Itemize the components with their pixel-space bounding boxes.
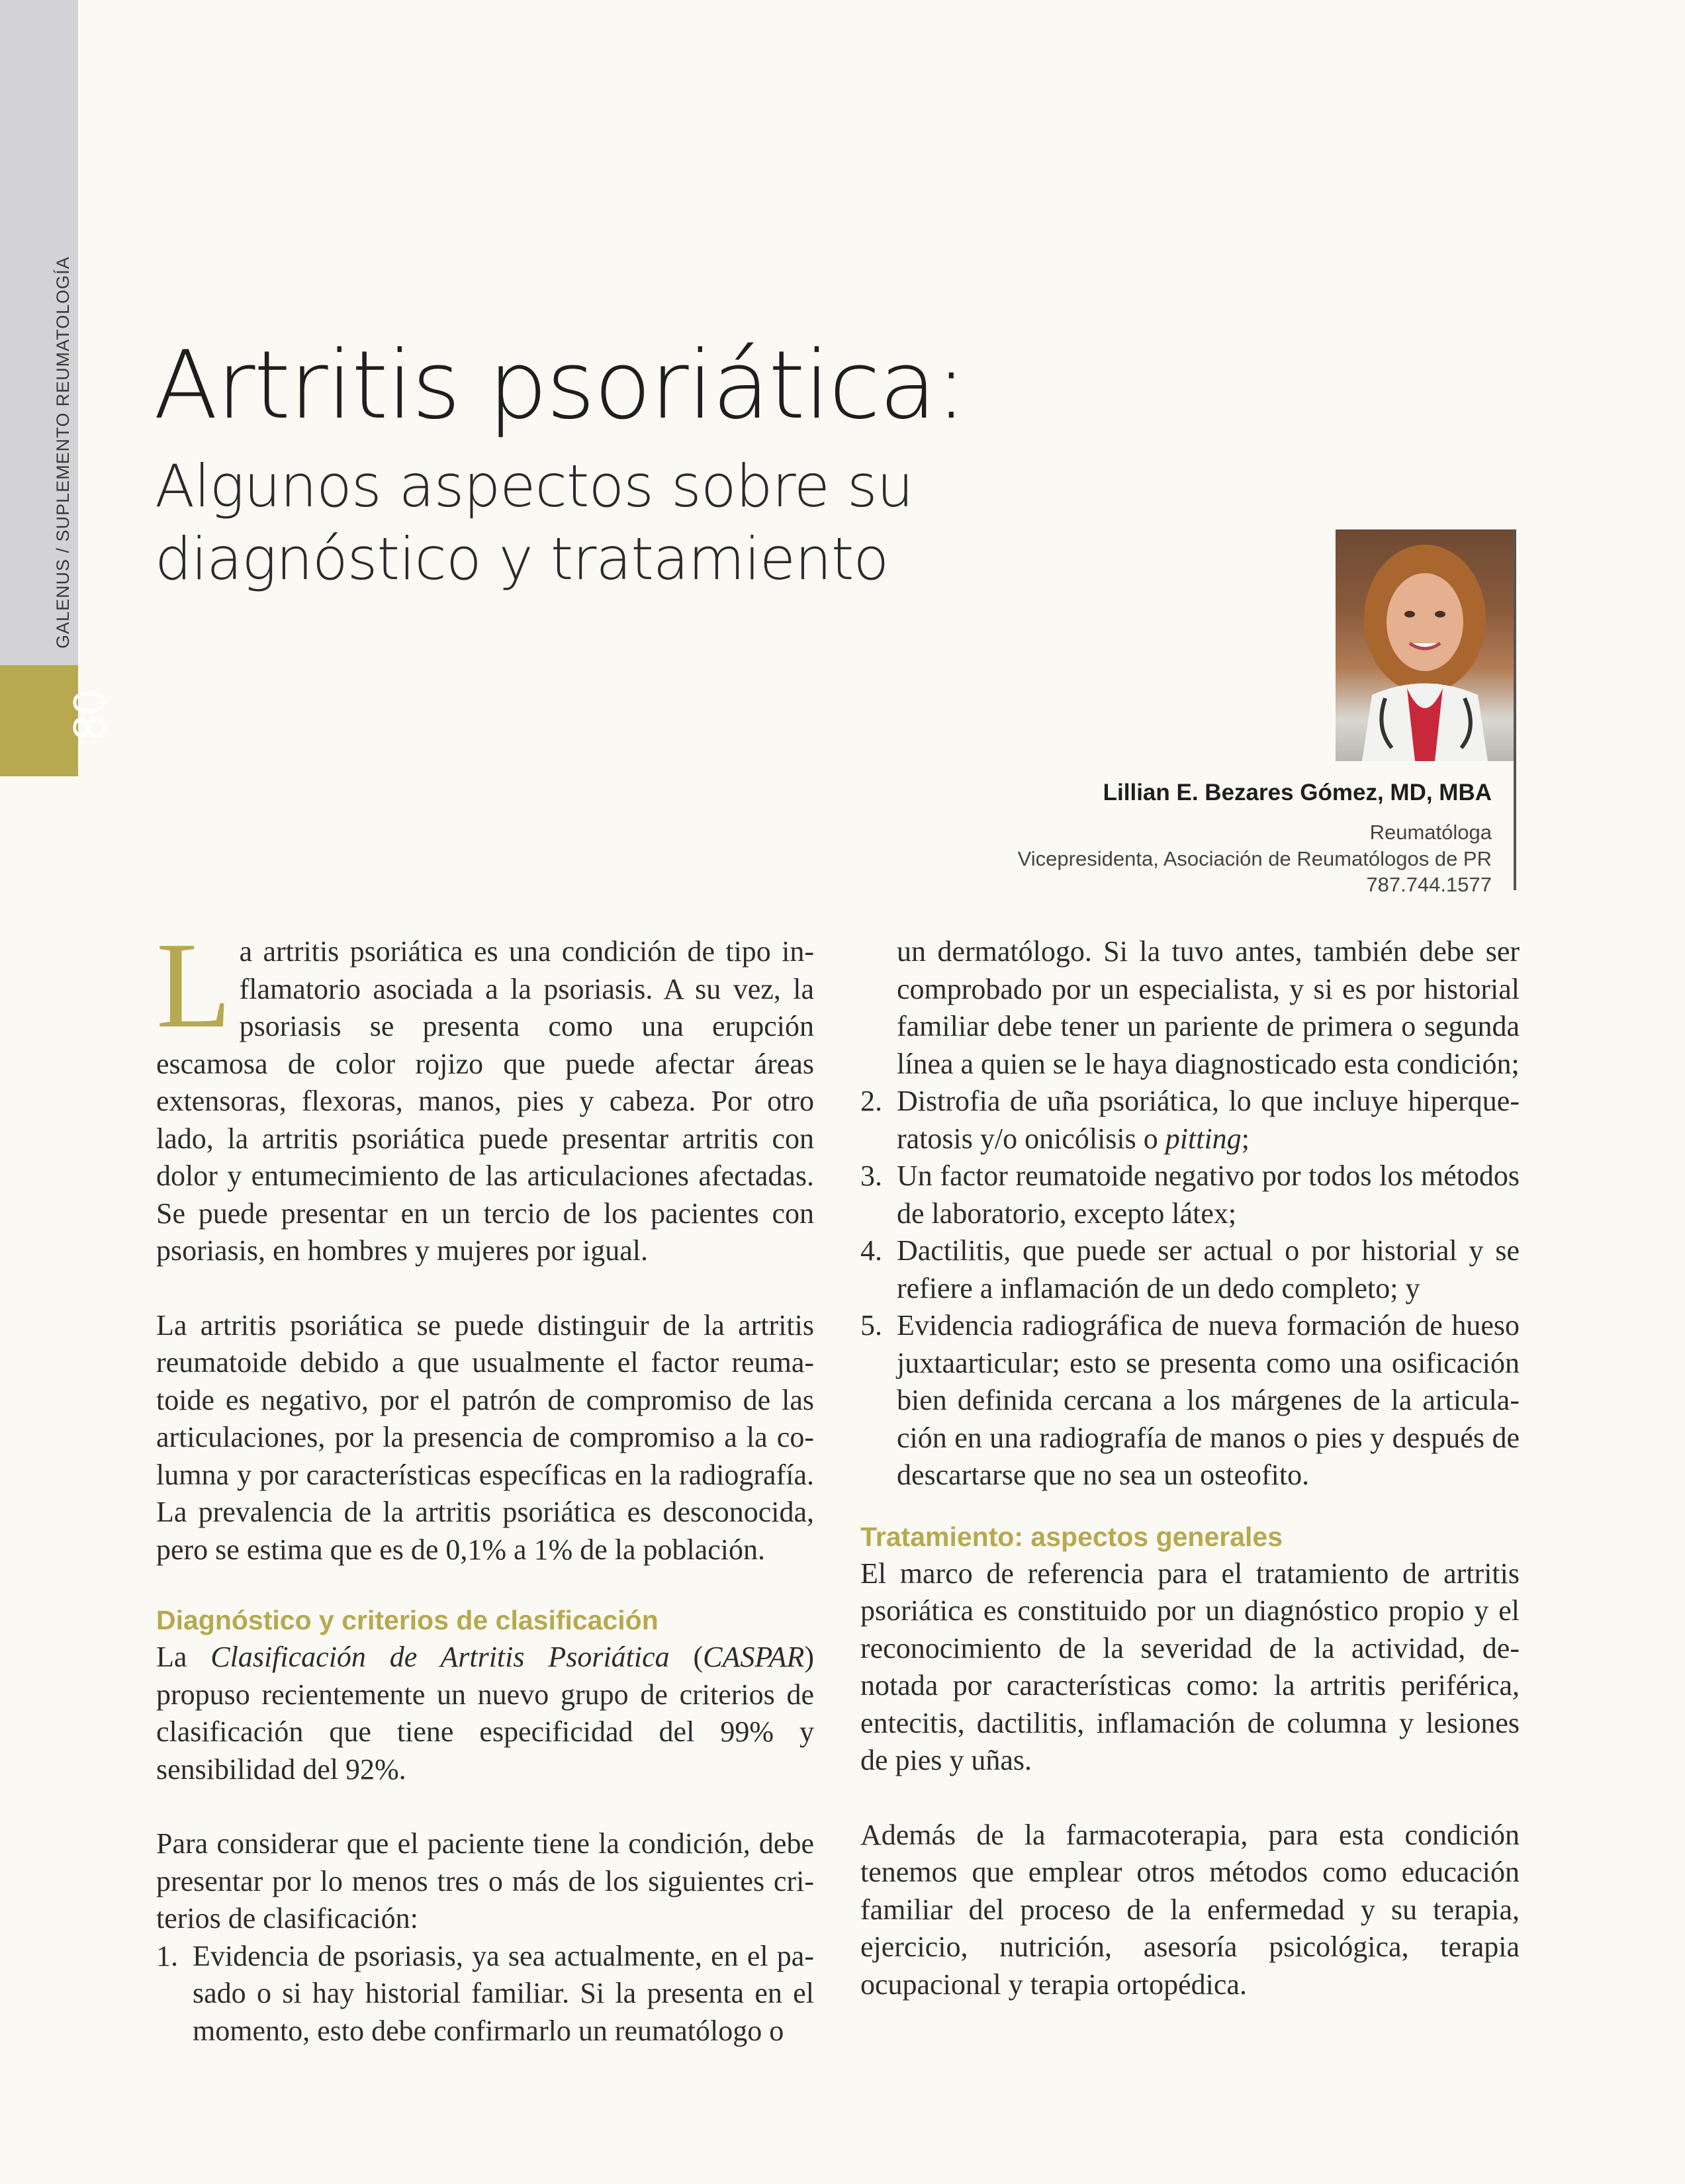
- criterion-text: Evidencia de psoriasis, ya sea actualmente, en el pasado o si hay historial familiar. Si la presenta en el momento, esto debe confirmarlo un reumatólogo o: [193, 1939, 814, 2047]
- criterion-item: [860, 1083, 1520, 1158]
- running-head: GALENUS / SUPLEMENTO REUMATOLOGÍA: [53, 256, 73, 649]
- caspar-name: Clasificación de Artritis Psoriática: [210, 1641, 670, 1673]
- criterion-number: 4.: [860, 1234, 882, 1267]
- caspar-lead: La: [156, 1641, 211, 1673]
- criterion-item: [860, 1232, 1520, 1307]
- paragraph-caspar: [156, 1639, 814, 1788]
- criterion-text: Distrofia de uña psoriática, lo que incluye hiperqueratosis y/o onicólisis o: [897, 1085, 1520, 1155]
- criterion-number: 2.: [860, 1085, 882, 1117]
- intro-paragraph: [156, 917, 814, 1270]
- article-title: Artritis psoriática:: [154, 331, 966, 440]
- article-subtitle: Algunos aspectos sobre su diagnóstico y tratamiento: [155, 452, 913, 593]
- caspar-rest: ) propuso recientemente un nuevo grupo de criterios de clasificación que tiene especificidad del 99% y sensibilidad del 92%.: [156, 1641, 815, 1786]
- author-block: [1018, 780, 1492, 898]
- drop-cap: L: [156, 917, 232, 1054]
- author-rule: [1514, 529, 1516, 890]
- author-affiliation: Vicepresidenta, Asociación de Reumatólogos de PR: [1017, 846, 1492, 870]
- criterion-text: Evidencia radiográfica de nueva formación de hueso juxtaarticular; esto se presenta como una osificación bien definida cercana a los márgenes de la articulación en una radiografía de manos o pies y después de descartarse que no sea un osteofito.: [897, 1309, 1520, 1491]
- paragraph-comparison: La artritis psoriática se puede distinguir de la artritis reumatoide debido a que usualmente el factor reumatoide es negativo, por el patrón de compromiso de las articulaciones, por la presencia de compromiso a la columna y por características específicas en la radiografía. La prevalencia de la artritis psoriática es desconocida, pero se estima que es de 0,1% a 1% de la población.: [156, 1308, 814, 1566]
- author-name: Lillian E. Bezares Gómez, MD, MBA: [1103, 780, 1492, 805]
- criterion-item: [860, 1307, 1520, 1494]
- section-heading-diagnosis: Diagnóstico y criterios de clasificación: [156, 1605, 659, 1635]
- criteria-list-start: [156, 1938, 814, 2050]
- criterion-number: 1.: [156, 1939, 178, 1972]
- criterion-text: Dactilitis, que puede ser actual o por historial y se refiere a inflamación de un dedo completo; y: [897, 1234, 1520, 1304]
- intro-text: a artritis psoriática es una condición de tipo inflamatorio asociada a la psoriasis. A su vez, la psoriasis se presenta como una erupción escamosa de color rojizo que puede afectar áreas extensoras, flexoras, manos, pies y cabeza. Por otro lado, la artritis psoriática puede presentar artritis con dolor y entumecimiento de las articulaciones afectadas. Se puede presentar en un tercio de los pacientes con psoriasis, en hombres y mujeres por igual.: [156, 935, 814, 1267]
- treatment-paragraph-1: El marco de referencia para el tratamiento de artritis psoriática es constituido por un diagnóstico propio y el reconocimiento de la severidad de la actividad, denotada por características como: la artritis periférica, entecitis, dactilitis, inflamación de columna y lesiones de pies y uñas.: [860, 1557, 1520, 1776]
- author-role: Reumatóloga: [1369, 821, 1492, 844]
- treatment-paragraph-2: Además de la farmacoterapia, para esta condición tenemos que emplear otros métodos como educación familiar del proceso de la enfermedad y su terapia, ejercicio, nutrición, asesoría psicológica, terapia ocupacional y terapia ortopédica.: [860, 1818, 1520, 2001]
- criterion-end: ;: [1241, 1122, 1250, 1155]
- criterion-number: 3.: [860, 1160, 882, 1192]
- criterion-number: 5.: [860, 1309, 882, 1342]
- criterion-italic: pitting: [1165, 1122, 1242, 1155]
- page-number: 80: [64, 690, 114, 740]
- criterion-text: Un factor reumatoide negativo por todos los métodos de laboratorio, excepto látex;: [897, 1160, 1520, 1230]
- criterion-continuation: un dermatólogo. Si la tuvo antes, también debe ser comprobado por un especialista, y si es por historial familiar debe tener un pariente de primera o segunda línea a quien se le haya diagnosticado esta condición;: [897, 935, 1520, 1080]
- criterion-item: [860, 1158, 1520, 1232]
- author-phone: 787.744.1577: [1366, 873, 1492, 897]
- criterion-item: [156, 1938, 814, 2050]
- left-column: [156, 917, 815, 2050]
- right-column: [860, 933, 1520, 2003]
- caspar-open: (: [669, 1641, 704, 1673]
- caspar-abbr: CASPAR: [703, 1641, 805, 1673]
- criteria-list-continued: [860, 1083, 1520, 1494]
- author-photo: [1336, 529, 1514, 761]
- criteria-intro: Para considerar que el paciente tiene la condición, debe presentar por lo menos tres o más de los siguientes criterios de clasificación:: [156, 1827, 814, 1934]
- section-heading-treatment: Tratamiento: aspectos generales: [860, 1521, 1283, 1552]
